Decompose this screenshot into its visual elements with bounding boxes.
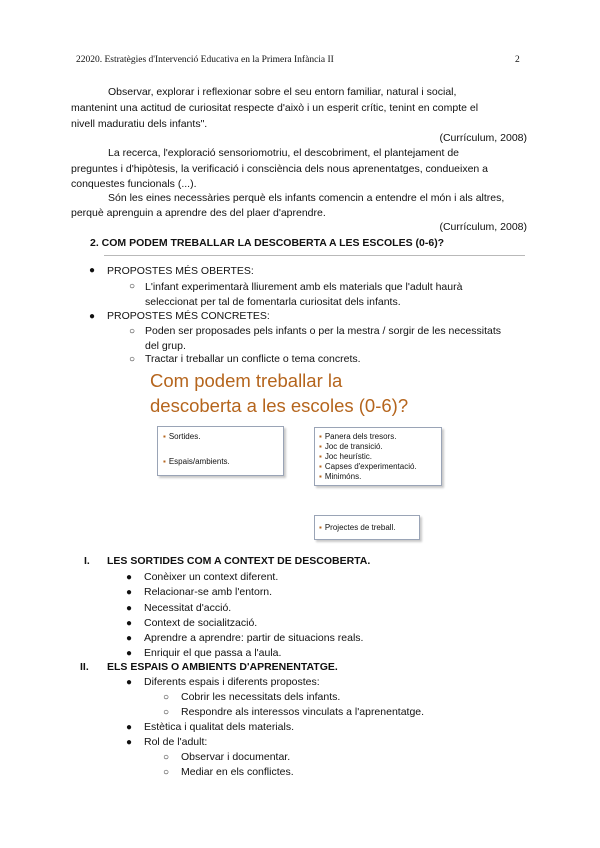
para3-line2: perquè aprenguin a aprendre des del plaer d'aprendre.: [71, 207, 326, 219]
section-divider: [104, 255, 525, 256]
slide-box-item: ▪ Joc heurístic.: [319, 452, 372, 461]
section-2-heading: 2. COM PODEM TREBALLAR LA DESCOBERTA A LES ESCOLES (0-6)?: [90, 237, 445, 249]
bullet-disc: ●: [126, 677, 133, 688]
bullet-disc: ●: [126, 572, 133, 583]
slide-title-line1: Com podem treballar la: [150, 370, 343, 391]
bullet-circle: ○: [129, 354, 136, 365]
bullet-disc: ●: [126, 633, 133, 644]
bullet-circle: ○: [129, 281, 136, 292]
bullet-circle: ○: [129, 326, 136, 337]
bullet-disc: ●: [126, 603, 133, 614]
bullet-circle: ○: [163, 692, 170, 703]
square-bullet-icon: ▪: [163, 457, 166, 466]
section-I-heading: LES SORTIDES COM A CONTEXT DE DESCOBERTA.: [107, 555, 371, 567]
square-bullet-icon: ▪: [319, 442, 322, 451]
slide-box-activities: [314, 427, 442, 486]
square-bullet-icon: ▪: [319, 523, 322, 532]
section-II-subitem: Mediar en els conflictes.: [181, 766, 294, 778]
bullet-disc: ●: [126, 722, 133, 733]
concrete-item-1-line2: del grup.: [145, 340, 186, 352]
running-header: 22020. Estratègies d'Intervenció Educativa en la Primera Infància II: [76, 55, 334, 65]
section-II-subitem: Observar i documentar.: [181, 751, 291, 763]
section-II-subitem: Cobrir les necessitats dels infants.: [181, 691, 341, 703]
section-I-item: Enriquir el que passa a l'aula.: [144, 647, 282, 659]
square-bullet-icon: ▪: [163, 432, 166, 441]
slide-title-line2: descoberta a les escoles (0-6)?: [150, 395, 409, 416]
citation-2: (Currículum, 2008): [439, 221, 527, 233]
slide-box-item: ▪ Panera dels tresors.: [319, 432, 397, 441]
slide-box-item: ▪ Projectes de treball.: [319, 523, 396, 532]
concrete-item-2: Tractar i treballar un conflicte o tema concrets.: [145, 353, 361, 365]
square-bullet-icon: ▪: [319, 462, 322, 471]
slide-box-projects: [314, 515, 420, 540]
slide-box-item: ▪ Espais/ambients.: [163, 457, 230, 466]
section-I-item: Relacionar-se amb l'entorn.: [144, 586, 273, 598]
slide-box-item: ▪ Minimóns.: [319, 472, 362, 481]
para2-line1: La recerca, l'exploració sensoriomotriu, el descobriment, el plantejament de: [108, 147, 460, 159]
concrete-item-1-line1: Poden ser proposades pels infants o per la mestra / sorgir de les necessitats: [145, 325, 502, 337]
section-I-item: Aprendre a aprendre: partir de situacions reals.: [144, 632, 364, 644]
bullet-disc: ●: [126, 587, 133, 598]
para1-line3: nivell maduratiu dels infants".: [71, 118, 208, 130]
para3-line1: Són les eines necessàries perquè els infants comencin a entendre el món i als altres,: [108, 192, 505, 204]
slide-box-item: ▪ Sortides.: [163, 432, 201, 441]
section-II-item-1: Diferents espais i diferents propostes:: [144, 676, 320, 688]
bullet-disc: ●: [126, 648, 133, 659]
section-II-number: II.: [80, 661, 89, 673]
bullet-circle: ○: [163, 752, 170, 763]
para1-line2: mantenint una actitud de curiositat respecte d'això i un esperit crític, tenint en compte el: [71, 102, 479, 114]
bullet-disc: ●: [126, 618, 133, 629]
open-item-line2: seleccionat per tal de fomentarla curiositat dels infants.: [145, 296, 401, 308]
section-I-item: Conèixer un context diferent.: [144, 571, 279, 583]
square-bullet-icon: ▪: [319, 432, 322, 441]
bullet-disc: ●: [89, 311, 96, 322]
section-II-item-2: Estètica i qualitat dels materials.: [144, 721, 294, 733]
page-number: 2: [515, 55, 520, 65]
slide-box-item: ▪ Capses d'experimentació.: [319, 462, 417, 471]
section-I-item: Necessitat d'acció.: [144, 602, 232, 614]
bullet-circle: ○: [163, 767, 170, 778]
section-I-item: Context de socialització.: [144, 617, 258, 629]
square-bullet-icon: ▪: [319, 472, 322, 481]
open-proposals-label: PROPOSTES MÉS OBERTES:: [107, 265, 254, 277]
section-I-number: I.: [84, 555, 90, 567]
section-II-item-3: Rol de l'adult:: [144, 736, 208, 748]
bullet-disc: ●: [89, 265, 96, 276]
concrete-proposals-label: PROPOSTES MÉS CONCRETES:: [107, 310, 270, 322]
open-item-line1: L'infant experimentarà lliurement amb els materials que l'adult haurà: [145, 281, 463, 293]
bullet-disc: ●: [126, 737, 133, 748]
section-II-heading: ELS ESPAIS O AMBIENTS D'APRENENTATGE.: [107, 661, 338, 673]
section-II-subitem: Respondre als interessos vinculats a l'aprenentatge.: [181, 706, 425, 718]
para1-line1: Observar, explorar i reflexionar sobre el seu entorn familiar, natural i social,: [108, 86, 457, 98]
slide-box-item: ▪ Joc de transició.: [319, 442, 383, 451]
para2-line2: preguntes i d'hipòtesis, la verificació i consciència dels nous aprenentatges, condueixen a: [71, 163, 489, 175]
bullet-circle: ○: [163, 707, 170, 718]
para2-line3: conquestes funcionals (...).: [71, 178, 197, 190]
slide-box-outings: [157, 426, 284, 476]
square-bullet-icon: ▪: [319, 452, 322, 461]
citation-1: (Currículum, 2008): [439, 132, 527, 144]
